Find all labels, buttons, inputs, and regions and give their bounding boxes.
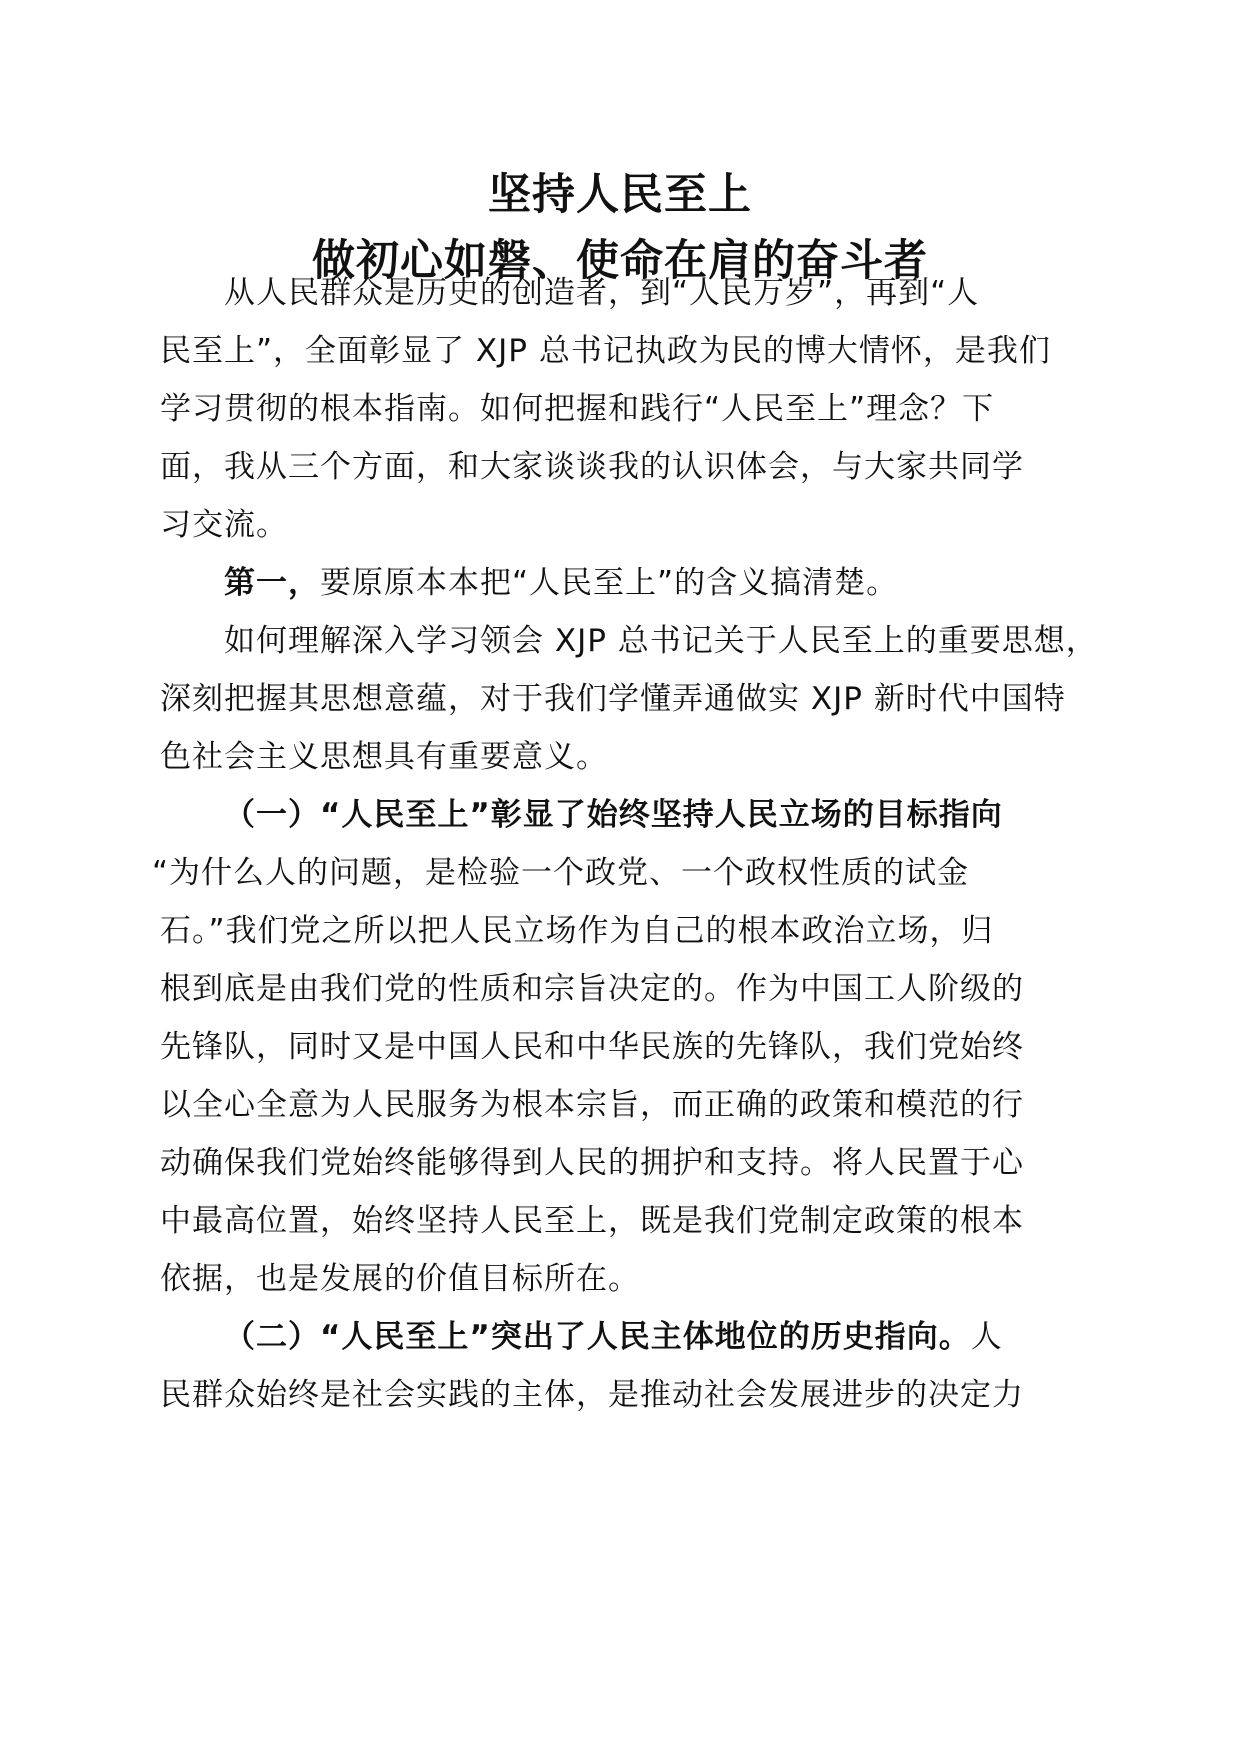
subsection-1-line: 根到底是由我们党的性质和宗旨决定的。作为中国工人阶级的	[160, 971, 1024, 1007]
subsection-1-line: 以全心全意为人民服务为根本宗旨，而正确的政策和模范的行	[160, 1087, 1024, 1123]
intro-line: 习交流。	[160, 507, 288, 543]
paragraph-line: 色社会主义思想具有重要意义。	[160, 739, 608, 775]
point-1-label: 第一，	[224, 565, 320, 601]
document-title-line-1: 坚持人民至上	[488, 170, 752, 220]
intro-line: 学习贯彻的根本指南。如何把握和践行“人民至上”理念？下	[160, 391, 995, 427]
intro-line: 面，我从三个方面，和大家谈谈我的认识体会，与大家共同学	[160, 449, 1024, 485]
subsection-1-line: 先锋队，同时又是中国人民和中华民族的先锋队，我们党始终	[160, 1029, 1024, 1065]
subsection-1-line: 依据，也是发展的价值目标所在。	[160, 1261, 640, 1297]
subsection-2-tail: 人	[970, 1319, 1003, 1355]
paragraph-line: 深刻把握其思想意蕴，对于我们学懂弄通做实 XJP 新时代中国特	[160, 681, 1066, 717]
subsection-2-heading: （二）“人民至上”突出了人民主体地位的历史指向。	[224, 1319, 971, 1355]
document-title-line-2: 做初心如磐、使命在肩的奋斗者	[312, 236, 928, 286]
subsection-1-line: 动确保我们党始终能够得到人民的拥护和支持。将人民置于心	[160, 1145, 1024, 1181]
subsection-1-heading: （一）“人民至上”彰显了始终坚持人民立场的目标指向	[224, 797, 1003, 833]
subsection-2-line: 民群众始终是社会实践的主体，是推动社会发展进步的决定力	[160, 1377, 1024, 1413]
subsection-1-line: “为什么人的问题，是检验一个政党、一个政权性质的试金	[152, 855, 970, 891]
paragraph-line: 如何理解深入学习领会 XJP 总书记关于人民至上的重要思想，	[224, 623, 1098, 659]
subsection-2-heading-line	[224, 1317, 1003, 1357]
subsection-1-line: 石。”我们党之所以把人民立场作为自己的根本政治立场，归	[160, 913, 994, 949]
subsection-1-line: 中最高位置，始终坚持人民至上，既是我们党制定政策的根本	[160, 1203, 1024, 1239]
point-1	[224, 563, 898, 603]
point-1-text: 要原原本本把“人民至上”的含义搞清楚。	[320, 565, 899, 601]
intro-line: 从人民群众是历史的创造者，到“人民万岁”，再到“人	[224, 275, 980, 311]
intro-line: 民至上”，全面彰显了 XJP 总书记执政为民的博大情怀，是我们	[160, 333, 1051, 369]
